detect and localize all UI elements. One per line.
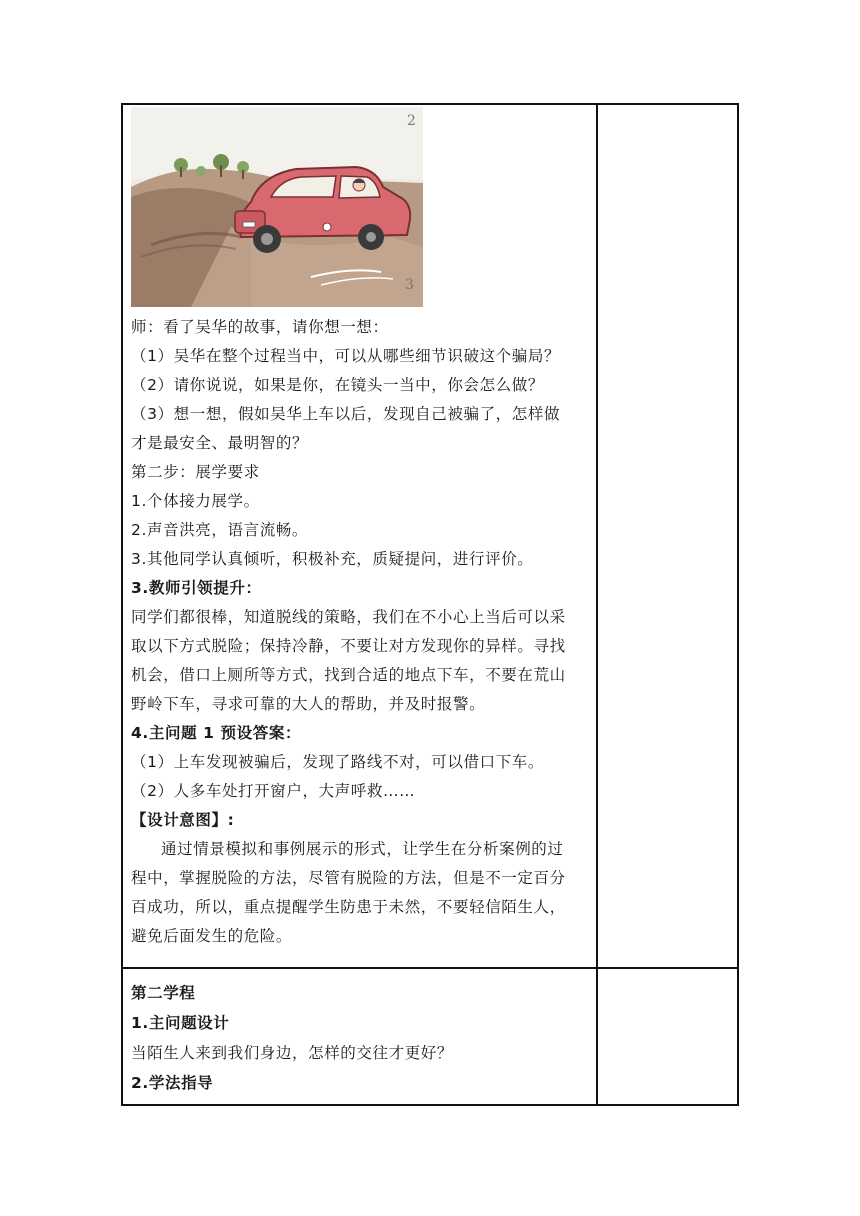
guidance-text-3: 机会，借口上厕所等方式，找到合适的地点下车，不要在荒山 [131,666,566,684]
teacher-guidance-heading: 3.教师引领提升： [131,579,262,597]
table-row-divider [121,967,739,969]
guidance-text-4: 野岭下车，寻求可靠的大人的帮助，并及时报警。 [131,695,486,713]
study-method-heading: 2.学法指导 [131,1074,214,1092]
car-illustration-drawing [131,107,423,307]
question-1: （1）吴华在整个过程当中，可以从哪些细节识破这个骗局？ [131,347,561,365]
question-3-cont: 才是最安全、最明智的？ [131,434,309,452]
main-question-heading: 1.主问题设计 [131,1014,230,1032]
teacher-prompt: 师：看了吴华的故事，请你想一想： [131,318,389,336]
design-intent-heading: 【设计意图】: [131,811,235,829]
illustration-page-mark-2: 2 [407,113,416,129]
car-illustration [131,107,423,307]
step-two-heading: 第二步：展学要求 [131,463,260,481]
requirement-2: 2.声音洪亮，语言流畅。 [131,521,308,539]
guidance-text-1: 同学们都很棒，知道脱线的策略，我们在不小心上当后可以采 [131,608,566,626]
question-3: （3）想一想，假如吴华上车以后，发现自己被骗了，怎样做 [131,405,561,423]
illustration-page-mark-3: 3 [405,277,414,293]
requirement-1: 1.个体接力展学。 [131,492,260,510]
question-2: （2）请你说说，如果是你，在镜头一当中，你会怎么做？ [131,376,544,394]
design-intent-text-1: 通过情景模拟和事例展示的形式，让学生在分析案例的过 [161,840,564,858]
preset-answer-2: （2）人多车处打开窗户，大声呼救…… [131,782,416,800]
design-intent-text-3: 百成功，所以，重点提醒学生防患于未然，不要轻信陌生人， [131,898,566,916]
requirement-3: 3.其他同学认真倾听，积极补充，质疑提问，进行评价。 [131,550,534,568]
main-question-text: 当陌生人来到我们身边，怎样的交往才更好？ [131,1044,454,1062]
preset-answer-1: （1）上车发现被骗后，发现了路线不对，可以借口下车。 [131,753,544,771]
design-intent-text-4: 避免后面发生的危险。 [131,927,293,945]
second-stage-cell [131,979,591,1099]
second-stage-heading: 第二学程 [131,984,196,1002]
design-intent-text-2: 程中，掌握脱险的方法，尽管有脱险的方法，但是不一定百分 [131,869,566,887]
guidance-text-2: 取以下方式脱险；保持冷静，不要让对方发现你的异样。寻找 [131,637,566,655]
lesson-content-cell [131,313,591,951]
preset-answer-heading: 4.主问题 1 预设答案： [131,724,302,742]
table-column-divider [596,103,598,1106]
